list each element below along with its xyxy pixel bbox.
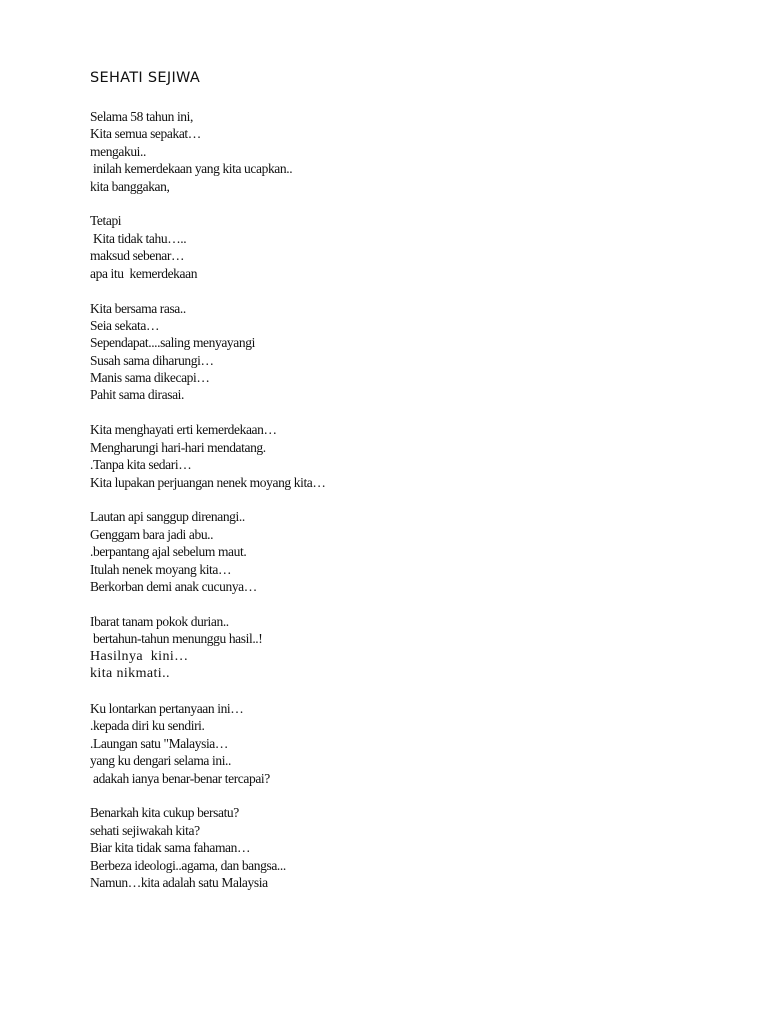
poem-line: Kita bersama rasa.. <box>90 300 186 316</box>
stanza-3 <box>90 300 326 404</box>
stanza-1 <box>90 108 326 195</box>
poem-line: Tetapi <box>90 213 122 229</box>
poem-line: Pahit sama dirasai. <box>90 387 184 403</box>
poem-line: Lautan api sanggup direnangi.. <box>90 509 245 525</box>
poem-line: Genggam bara jadi abu.. <box>90 526 214 542</box>
poem-line: .kepada diri ku sendiri. <box>90 718 205 734</box>
poem-line: sehati sejiwakah kita? <box>90 822 200 838</box>
poem-line: Berbeza ideologi..agama, dan bangsa... <box>90 857 286 873</box>
poem-line: bertahun-tahun menunggu hasil..! <box>90 631 263 647</box>
poem-line: maksud sebenar… <box>90 248 185 264</box>
stanza-5 <box>90 508 326 595</box>
poem-line: Itulah nenek moyang kita… <box>90 561 232 577</box>
poem-line: Berkorban demi anak cucunya… <box>90 578 257 594</box>
poem-line: .berpantang ajal sebelum maut. <box>90 544 247 560</box>
poem-line: Benarkah kita cukup bersatu? <box>90 805 239 821</box>
poem-line: Kita menghayati erti kemerdekaan… <box>90 422 277 438</box>
poem-line: Biar kita tidak sama fahaman… <box>90 840 251 856</box>
stanza-2 <box>90 212 326 282</box>
poem-line: .Laungan satu "Malaysia… <box>90 735 228 751</box>
poem-line: Ibarat tanam pokok durian.. <box>90 613 229 629</box>
poem-line: Selama 58 tahun ini, <box>90 109 193 124</box>
stanza-4 <box>90 421 326 491</box>
poem-title: SEHATI SEJIWA <box>90 70 201 86</box>
poem-line: Sependapat....saling menyayangi <box>90 335 255 351</box>
poem-line: adakah ianya benar-benar tercapai? <box>90 770 270 786</box>
stanza-6 <box>90 613 326 683</box>
stanza-7 <box>90 700 326 787</box>
poem-line: Kita lupakan perjuangan nenek moyang kita… <box>90 474 326 490</box>
poem-line: Namun…kita adalah satu Malaysia <box>90 874 268 890</box>
poem-line: mengakui.. <box>90 143 146 159</box>
poem-line: Kita semua sepakat… <box>90 126 201 142</box>
poem-line: Mengharungi hari-hari mendatang. <box>90 439 266 455</box>
poem-line: kita banggakan, <box>90 178 170 194</box>
poem-line: kita nikmati.. <box>90 666 170 682</box>
poem-line: apa itu kemerdekaan <box>90 265 198 281</box>
poem-body <box>90 108 326 909</box>
poem-line: Hasilnya kini… <box>90 648 189 664</box>
poem-line: Kita tidak tahu….. <box>90 230 187 246</box>
poem-line: yang ku dengari selama ini.. <box>90 753 232 769</box>
poem-line: Susah sama diharungi… <box>90 352 214 368</box>
poem-line: Manis sama dikecapi… <box>90 370 210 386</box>
poem-line: inilah kemerdekaan yang kita ucapkan.. <box>90 161 293 177</box>
poem-line: .Tanpa kita sedari… <box>90 457 192 473</box>
poem-line: Seia sekata… <box>90 317 160 333</box>
stanza-8 <box>90 804 326 891</box>
poem-line: Ku lontarkan pertanyaan ini… <box>90 700 244 716</box>
